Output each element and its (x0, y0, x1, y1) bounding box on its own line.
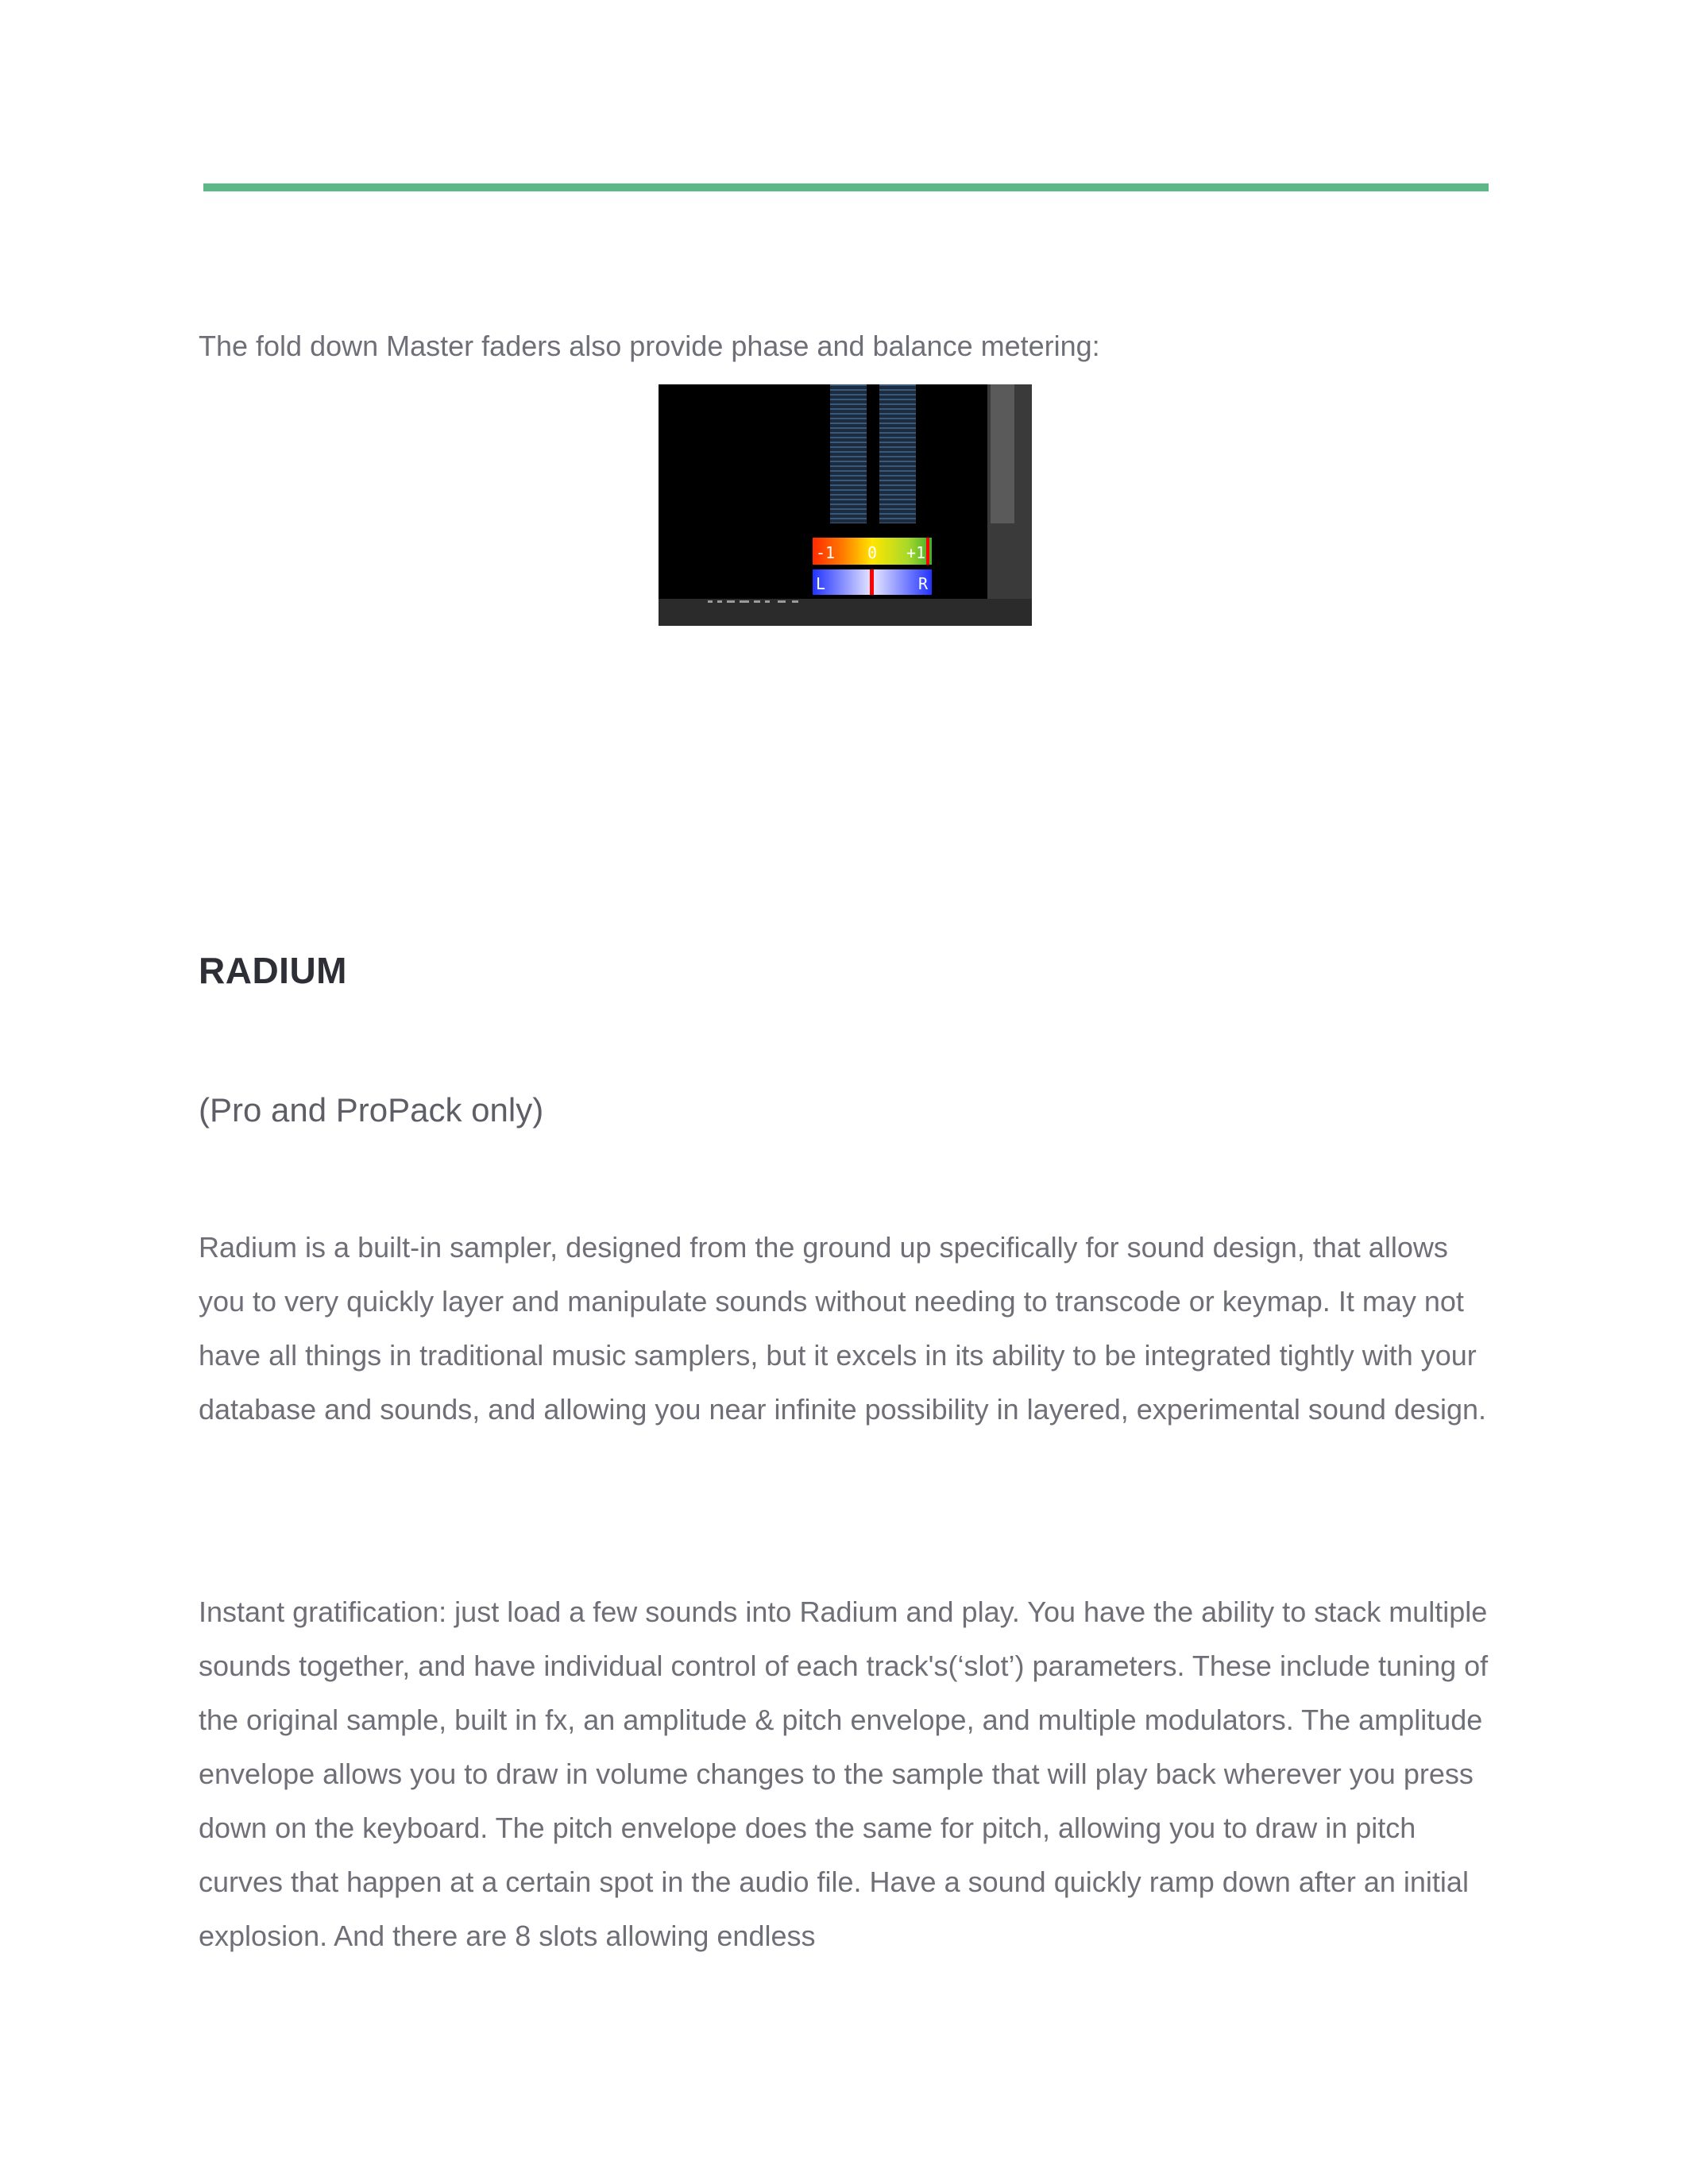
intro-text: The fold down Master faders also provide phase and balance metering: (199, 330, 1100, 362)
balance-label-left: L (816, 574, 826, 593)
paragraph-radium-intro: Radium is a built-in sampler, designed from the ground up specifically for sound design, that allows you to very quickly layer and manipulate sounds without needing to transcode or keymap. It may not have all things in traditional music samplers, but it excels in its ability to be integrated tightly with your database and sounds, and allowing you near infinite possibility in layered, experimental sound design. (199, 1231, 1487, 1426)
top-divider (203, 183, 1489, 191)
phase-label-center: 0 (867, 543, 878, 562)
paragraph-instant-gratification: Instant gratification: just load a few sounds into Radium and play. You have the ability to stack multiple sounds together, and have individual control of each track's(‘slot’) parameters. These include tuning of the original sample, built in fx, an amplitude & pitch envelope, and multiple modulators. The amplitude envelope allows you to draw in volume changes to the sample that will play back wherever you press down on the keyboard. The pitch envelope does the same for pitch, allowing you to draw in pitch curves that happen at a certain spot in the audio file. Have a sound quickly ramp down after an initial explosion. And there are 8 slots allowing endless (199, 1596, 1489, 1952)
meter-panel (659, 384, 987, 599)
meter-bottom-bar (659, 599, 1032, 626)
phase-marker (926, 538, 929, 565)
balance-label-right: R (918, 574, 929, 593)
fader-bar-right (879, 384, 916, 523)
master-fader-meter-image (659, 384, 1032, 626)
phase-label-right: +1 (906, 543, 926, 562)
meter-side-strip (991, 384, 1014, 523)
balance-marker (870, 569, 874, 595)
fader-bar-left (830, 384, 867, 523)
section-subtitle: (Pro and ProPack only) (199, 1091, 544, 1129)
section-title: RADIUM (199, 950, 347, 991)
phase-label-left: -1 (816, 543, 836, 562)
